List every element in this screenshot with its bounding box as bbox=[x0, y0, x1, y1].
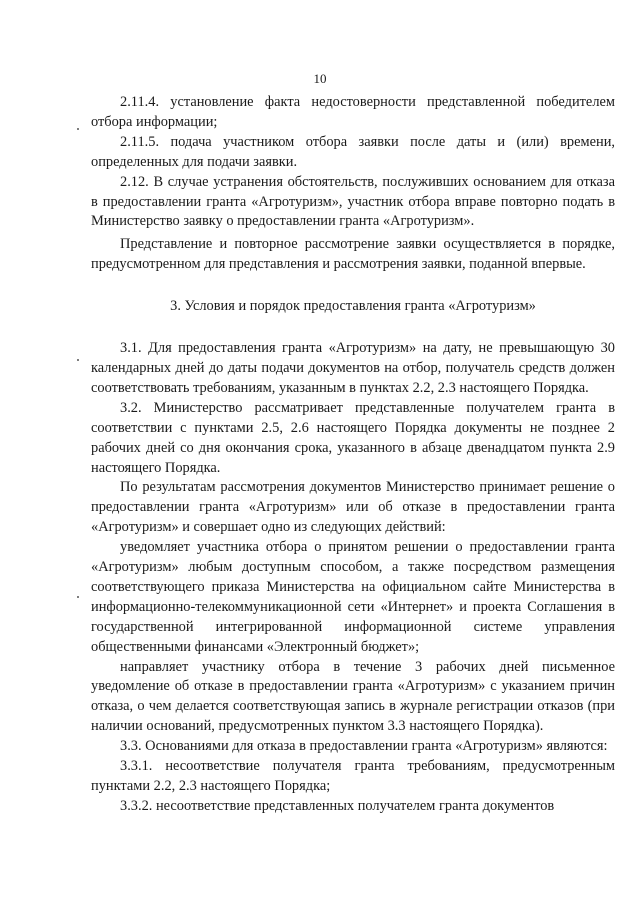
paragraph-3-3-1: 3.3.1. несоответствие получателя гранта требованиям, предусмотренным пунктами 2.2, 2.3 настоящего Порядка; bbox=[91, 758, 615, 794]
spacer bbox=[91, 275, 615, 297]
margin-mark bbox=[77, 128, 79, 130]
paragraph-3-1: 3.1. Для предоставления гранта «Агротуризм» на дату, не превышающую 30 календарных дней до даты подачи документов на отбор, получатель средств должен соответствовать требованиям, указанным в пунктах 2.2, 2.3 настоящего Порядка. bbox=[91, 340, 615, 396]
page-number: 10 bbox=[313, 71, 327, 86]
paragraph-refusal: направляет участнику отбора в течение 3 рабочих дней письменное уведомление об отказе в предоставлении гранта «Агротуризм» с указанием причин отказа, о чем делается соответствующая запись в журнале регистрации отказов (при наличии оснований, предусмотренных пунктом 3.3 настоящего Порядка). bbox=[91, 658, 615, 735]
section-3-heading: 3. Условия и порядок предоставления гранта «Агротуризм» bbox=[170, 298, 536, 315]
paragraph-3-3-2: 3.3.2. несоответствие представленных получателем гранта документов bbox=[120, 797, 555, 814]
paragraph-2-11-5: 2.11.5. подача участником отбора заявки после даты и (или) времени, определенных для подачи заявки. bbox=[91, 133, 615, 170]
paragraph-resubmission: Представление и повторное рассмотрение заявки осуществляется в порядке, предусмотренном для представления и рассмотрения заявки, поданной впервые. bbox=[91, 236, 615, 273]
paragraph-notify: уведомляет участника отбора о принятом решении о предоставлении гранта «Агротуризм» любым доступным способом, а также посредством размещения соответствующего приказа Министерства на официальном сайте Министерства в информационно-телекоммуникационной сети «Интернет» и проекта Соглашения в государственной интегрированной информационной системе управления общественными финансами «Электронный бюджет»; bbox=[91, 539, 615, 655]
paragraph-results: По результатам рассмотрения документов Министерство принимает решение о предоставлении гранта «Агротуризм» или об отказе в предоставлении гранта «Агротуризм» и совершает одно из следующих действий: bbox=[91, 479, 615, 536]
document-body bbox=[91, 93, 615, 817]
paragraph-2-12: 2.12. В случае устранения обстоятельств, послуживших основанием для отказа в предоставлении гранта «Агротуризм», участник отбора вправе повторно подать в Министерство заявку о предоставлении гранта «Агротуризм». bbox=[91, 173, 615, 230]
paragraph-3-2: 3.2. Министерство рассматривает представленные получателем гранта в соответствии с пунктами 2.5, 2.6 настоящего Порядка документы не позднее 2 рабочих дней со дня окончания срока, указанного в абзаце двенадцатом пункта 2.9 настоящего Порядка. bbox=[91, 399, 615, 476]
spacer bbox=[91, 317, 615, 339]
margin-mark bbox=[77, 359, 79, 361]
paragraph-3-3: 3.3. Основаниями для отказа в предоставлении гранта «Агротуризм» являются: bbox=[120, 738, 608, 755]
margin-mark bbox=[77, 596, 79, 598]
paragraph-2-11-4: 2.11.4. установление факта недостоверности представленной победителем отбора информации; bbox=[91, 94, 615, 130]
